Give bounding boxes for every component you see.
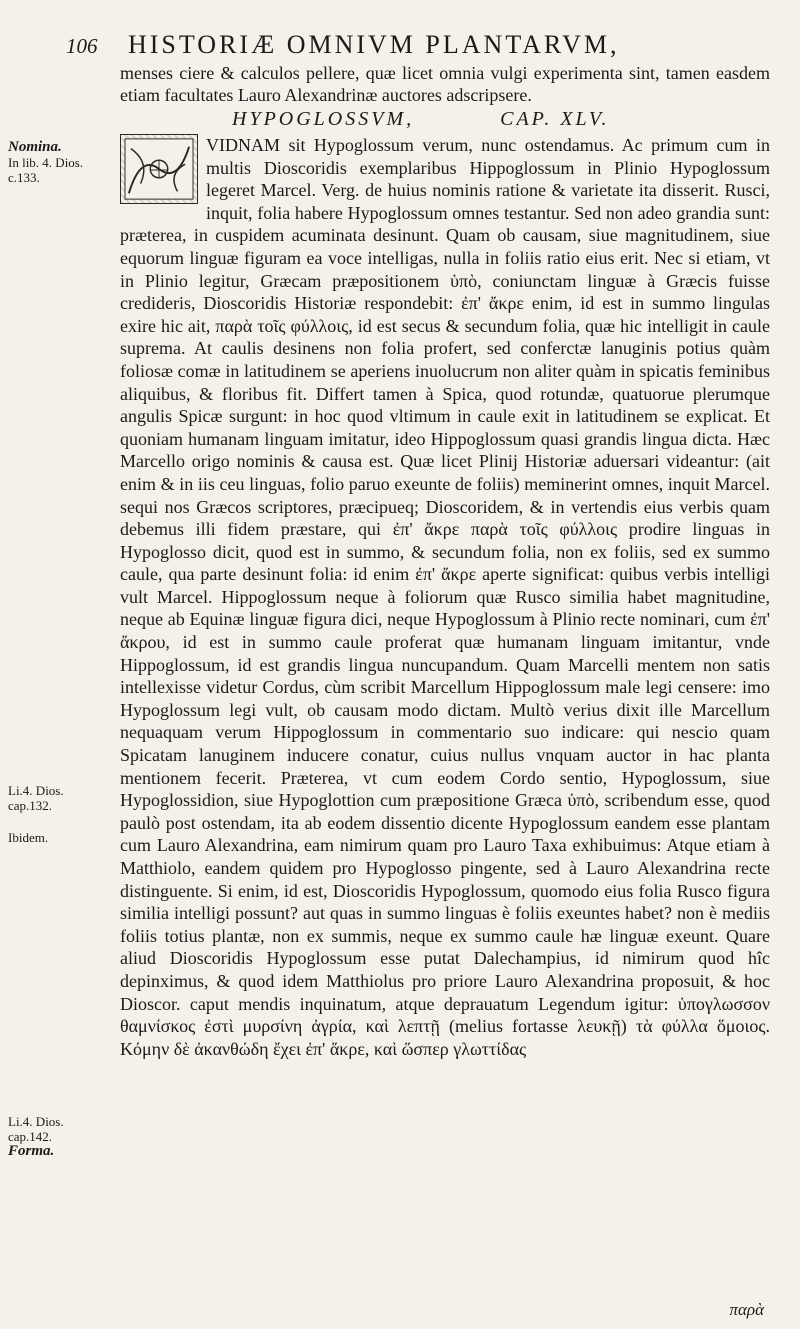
- margin-note-forma: Li.4. Dios. cap.142. Forma.: [8, 1114, 64, 1159]
- catchword: παρὰ: [729, 1300, 764, 1319]
- body-paragraph: VIDNAM sit Hypoglossum verum, nunc ostendamus. Ac primum cum in multis Dioscoridis exemplaribus Hippoglossum in Plinio Hypoglossum legeret Marcel. Verg. de huius nominis ratione & varietate ita disserit. Rusci, inquit, folia habere Hypoglossum omnes testantur. Sed non adeo grandia sunt: præterea, in cuspidem acuminata desinunt. Quam ob causam, siue magnitudinem, siue equorum linguæ figuram ea voce intelligas, nulla in foliis ratio eius erit. Nec si etiam, vt in Plinio legitur, Græcam præpositionem ὑπὸ, coniunctam linguæ à Græcis fuisse credideris, Dioscoridis Historiæ respondebit: ἐπ' ἄκρε enim, id est in summo lingulas exire hic ait, παρὰ τοῖς φύλλοις, id est secus & secundum folia, quæ hic intelligit in caule suprema. At caulis desinens non folia profert, sed conferctæ lanuginis potius quàm foliosæ comæ in latitudinem se aperiens inuolucrum non aliter quàm in spicatis feminibus aliquibus, & floribus fit. Differt tamen à Spica, quod rotundæ, quatuorue plerumque angulis Spicæ surgunt: in hoc quod vltimum in caule exit in latitudinem se explicat. Et quoniam humanam linguam imitatur, ideo Hippoglossum quasi grandis lingua dicta. Hæc Marcello origo nominis & causa est. Quæ licet Plinij Historiæ aduersari videantur: (ait enim & in iis ceu linguas, folio paruo exeunte de foliis) meminerint omnes, inquit Marcel. sequi nos Græcos scriptores, præcipueq; Dioscoridem, & in vertendis eius verbis quam debemus illi fidem præstare, qui ἐπ' ἄκρε παρὰ τοῖς φύλλοις prodire linguas in Hypoglosso dicit, quod est in summo, & secundum folia, non ex foliis, sed ex summo caule, qua parte desinunt folia: id enim ἐπ' ἄκρε aperte significat: quibus verbis intelligi vult Marcel. Hippoglossum neque à foliorum quæ Rusco similia habet magnitudine, neque ab Equinæ linguæ figura dici, neque Hypoglossum à Plinio recte nominari, cum ἐπ' ἄκρου, id est in summo caule proferat quæ humanam linguam imitantur, vnde Hippoglossum, id est grandis lingua nuncupandum. Quam Marcelli mentem non satis intellexisse videtur Cordus, cùm scribit Marcellum Hippoglossum male legi censere: imo Hypoglossum legi vult, ob causam modo dictam. Multò verius dixit ille Marcellum nequaquam verum Hippoglossum in commentario suo indicare: qui nescio quam Spicatam lanuginem inducere conatur, cuius nullus vnquam auctor in hac planta mentionem fecerit. Præterea, vt cum eodem Cordo sentio, Hypoglossum, siue Hypoglossidion, siue Hypoglottion cum præpositione Græca ὑπὸ, scribendum esse, quod paulò post ostendam, ita ab eodem dissentio dicente Hypoglossum eandem esse plantam cum Lauro Alexandrina, eam nimirum quam pro Lauro Taxa exhibuimus: Atque etiam à Matthiolo, eandem quidem pro Hypoglosso pingente, sed à Lauro Alexandrina recte distinguente. Si enim, id est, Dioscoridis Hypoglossum, quomodo eius folia Rusco figura similia intelligi possunt? aut quas in summo linguas è foliis exeuntes habet? non è mediis foliis totius plantæ, non ex summis, neque ex summo caule hæ linguæ exeunt. Quare aliud Dioscoridis Hypoglossum esse putat Dalechampius, id nimirum quod hîc depinximus, & quod idem Matthiolus pro priore Lauro Alexandrina proposuit, & hoc Dioscor. caput mendis inquinatum, atque deprauatum Legendum igitur: ὑπογλωσσον θαμνίσκος ἐστὶ μυρσίνη ἀγρία, καὶ λεπτῇ (melius fortasse λευκῇ) τὰ φύλλα ὅμοιος. Κόμην δὲ ἀκανθώδη ἔχει ἐπ' ἄκρε, καὶ ὥσπερ γλωττίδας: [120, 135, 770, 1059]
- chapter-heading: [232, 108, 752, 131]
- intro-text: menses ciere & calculos pellere, quæ licet omnia vulgi experimenta sint, tamen easdem etiam facultates Lauro Alexandrinæ auctores adscripsere.: [120, 63, 770, 105]
- chapter-label: CAP. XLV.: [500, 108, 610, 130]
- chapter-body: [120, 134, 770, 1060]
- chapter-title: HYPOGLOSSVM,: [232, 108, 415, 130]
- running-title: HISTORIÆ OMNIVM PLANTARVM,: [128, 30, 620, 59]
- page-number: 106: [66, 34, 98, 58]
- margin-note-nomina: Nomina. In lib. 4. Dios. c.133.: [8, 139, 84, 185]
- margin-note-ref-132: Li.4. Dios. cap.132.: [8, 783, 64, 813]
- running-head: [66, 30, 760, 64]
- margin-note-ibidem: Ibidem.: [8, 830, 49, 845]
